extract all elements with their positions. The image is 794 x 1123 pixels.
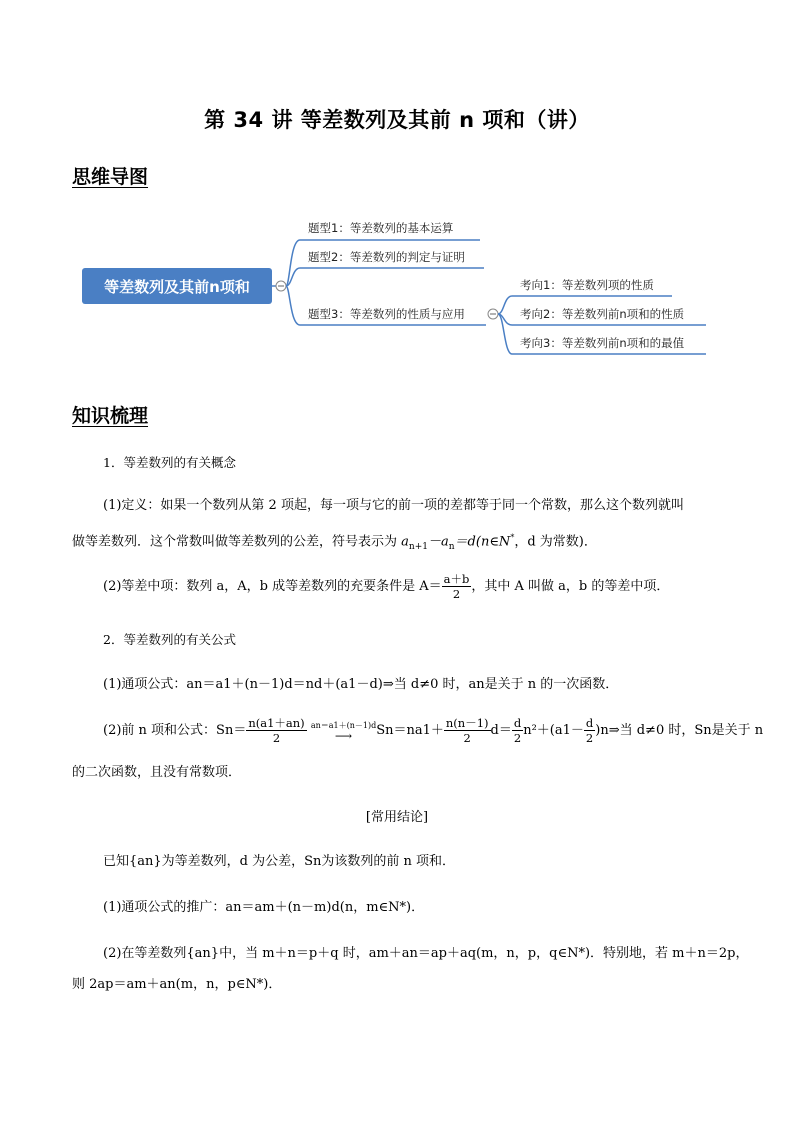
general-term-formula: (1)通项公式：an＝a1＋(n－1)d＝nd＋(a1－d)⇒当 d≠0 时，an是关于 n 的一次函数． (103, 677, 619, 692)
conclusion-heading: [常用结论] (365, 810, 429, 825)
section-heading-mindmap: 思维导图 (72, 166, 149, 188)
definition-line-2: 做等差数列．这个常数叫做等差数列的公差，符号表示为 $a_{n+1}-a_n=d(n\in N^*$，d 为常数)． (72, 533, 597, 552)
section-heading-knowledge: 知识梳理 (72, 405, 149, 427)
definition-line-1: (1)定义：如果一个数列从第 2 项起，每一项与它的前一项的差都等于同一个常数，那么这个数列就叫 (103, 498, 684, 513)
mindmap-direction-3: 考向3：等差数列前n项和的最值 (520, 336, 685, 350)
heading-formulas: 2．等差数列的有关公式 (103, 632, 236, 647)
conclusion-1: (1)通项公式的推广：an＝am＋(n－m)d(n，m∈N*)． (103, 900, 425, 915)
sum-formula-line-1: (2)前 n 项和公式：Sn＝ $\frac{n(a1+an)}{2}$ an＝a1＋(n－1)d ⟶ Sn＝na1＋ $\frac{n(n-1)}{2}$ d＝ $\frac{d}{2}$ n²＋(a1－ $\frac{d}{2}$ )n⇒当 d≠0 时，Sn是关于 n (103, 716, 764, 745)
mindmap-connectors (0, 0, 794, 380)
mindmap-type-2: 题型2：等差数列的判定与证明 (308, 250, 465, 264)
mindmap-type-1: 题型1：等差数列的基本运算 (308, 221, 454, 235)
conclusion-2-line-2: 则 2ap＝am＋an(m，n，p∈N*)． (72, 977, 282, 992)
derivation-arrow: an＝a1＋(n－1)d ⟶ (310, 720, 377, 743)
conclusion-2-line-1: (2)在等差数列{an}中，当 m＋n＝p＋q 时，am＋an＝ap＋aq(m，n，p，q∈N*)．特别地，若 m＋n＝2p， (103, 946, 749, 961)
mindmap-type-3: 题型3：等差数列的性质与应用 (308, 307, 465, 321)
fraction-mean: $\frac{a+b}{2}$ (443, 572, 470, 601)
conclusion-intro: 已知{an}为等差数列，d 为公差，Sn为该数列的前 n 项和． (103, 854, 456, 869)
mindmap-direction-2: 考向2：等差数列前n项和的性质 (520, 307, 685, 321)
heading-concepts: 1．等差数列的有关概念 (103, 455, 236, 470)
arithmetic-mean: (2)等差中项：数列 a，A，b 成等差数列的充要条件是 A＝ $\frac{a+b}{2}$ ，其中 A 叫做 a，b 的等差中项． (103, 572, 670, 601)
page-title: 第 34 讲 等差数列及其前 n 项和（讲） (204, 108, 590, 132)
sum-formula-line-2: 的二次函数，且没有常数项． (72, 765, 242, 780)
mindmap-root: 等差数列及其前n项和 (82, 268, 272, 304)
mindmap-direction-1: 考向1：等差数列项的性质 (520, 278, 654, 292)
